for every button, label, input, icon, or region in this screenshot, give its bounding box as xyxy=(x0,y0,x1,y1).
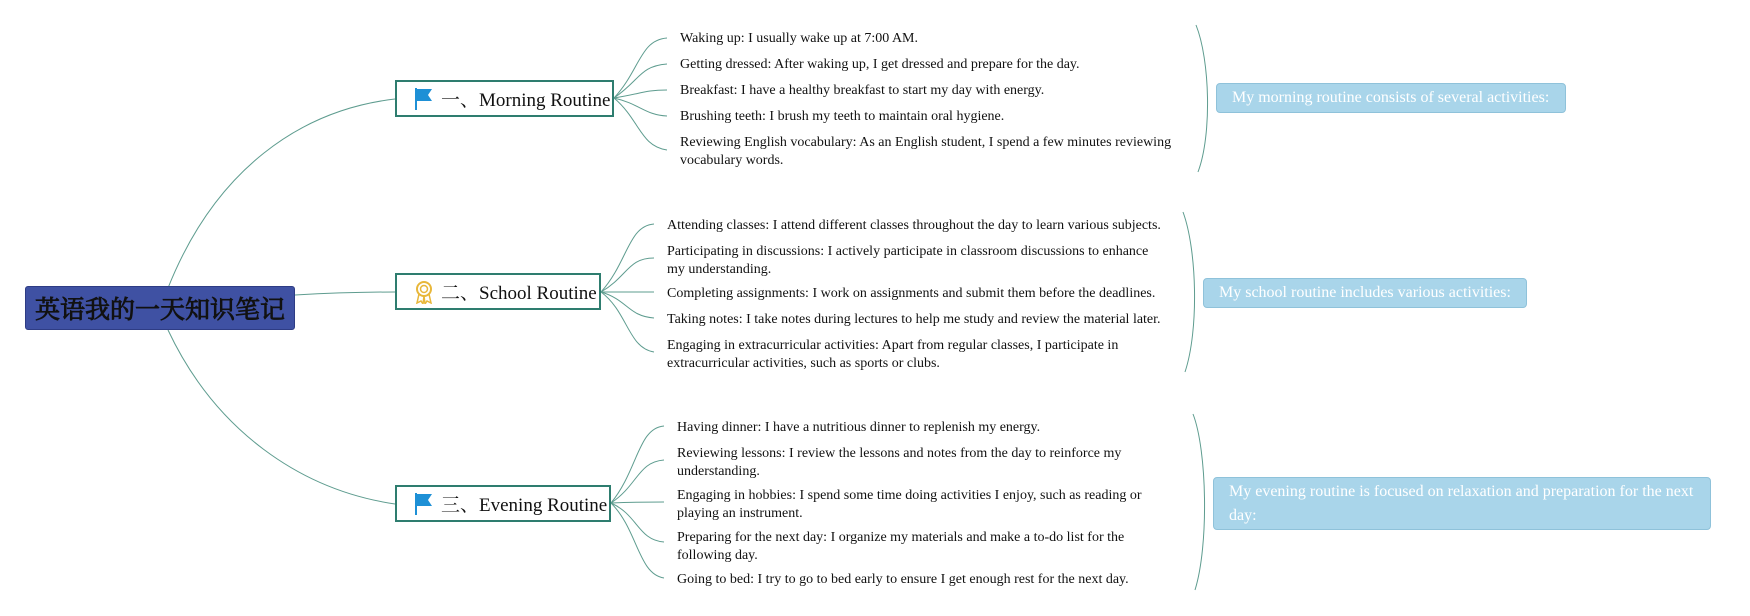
branch-morning-routine[interactable] xyxy=(395,80,614,117)
summary-evening[interactable] xyxy=(1213,477,1711,530)
list-item: Getting dressed: After waking up, I get dressed and prepare for the day. xyxy=(680,57,1080,72)
root-node[interactable] xyxy=(25,286,295,330)
list-item: Participating in discussions: I actively participate in classroom discussions to enhance my understanding. xyxy=(667,244,1149,277)
list-item: Attending classes: I attend different classes throughout the day to learn various subjects. xyxy=(667,218,1161,233)
list-item: Completing assignments: I work on assignments and submit them before the deadlines. xyxy=(667,286,1156,301)
list-item: Waking up: I usually wake up at 7:00 AM. xyxy=(680,31,919,46)
summary-label: My evening routine is focused on relaxation and preparation for the next day: xyxy=(1229,482,1694,524)
branch-evening-routine[interactable] xyxy=(395,485,611,522)
blue-flag-icon xyxy=(413,492,435,516)
award-ribbon-icon xyxy=(413,280,435,304)
list-item: Having dinner: I have a nutritious dinner to replenish my energy. xyxy=(677,420,1041,435)
list-item: Brushing teeth: I brush my teeth to maintain oral hygiene. xyxy=(680,109,1005,124)
branch-label: 三、Evening Routine xyxy=(441,495,608,516)
branch-label: 一、Morning Routine xyxy=(441,90,611,111)
branch-school-routine[interactable] xyxy=(395,273,601,310)
summary-label: My school routine includes various activities: xyxy=(1219,284,1511,301)
summary-label: My morning routine consists of several activities: xyxy=(1232,89,1550,106)
list-item: Reviewing lessons: I review the lessons and notes from the day to reinforce my understanding. xyxy=(677,446,1122,479)
list-item: Engaging in extracurricular activities: Apart from regular classes, I participate in extracurricular activities, such as sports or clubs. xyxy=(667,338,1119,371)
list-item: Breakfast: I have a healthy breakfast to start my day with energy. xyxy=(680,83,1045,98)
list-item: Going to bed: I try to go to bed early to ensure I get enough rest for the next day. xyxy=(677,572,1129,587)
list-item: Engaging in hobbies: I spend some time doing activities I enjoy, such as reading or playing an instrument. xyxy=(677,488,1142,521)
summary-morning[interactable] xyxy=(1216,83,1566,113)
list-item: Preparing for the next day: I organize my materials and make a to-do list for the following day. xyxy=(677,530,1125,563)
summary-school[interactable] xyxy=(1203,278,1527,308)
list-item: Taking notes: I take notes during lectures to help me study and review the material later. xyxy=(667,312,1161,327)
blue-flag-icon xyxy=(413,87,435,111)
branch-label: 二、School Routine xyxy=(441,283,597,304)
root-node-label: 英语我的一天知识笔记 xyxy=(34,295,285,324)
list-item: Reviewing English vocabulary: As an English student, I spend a few minutes reviewing vocabulary words. xyxy=(680,135,1172,168)
